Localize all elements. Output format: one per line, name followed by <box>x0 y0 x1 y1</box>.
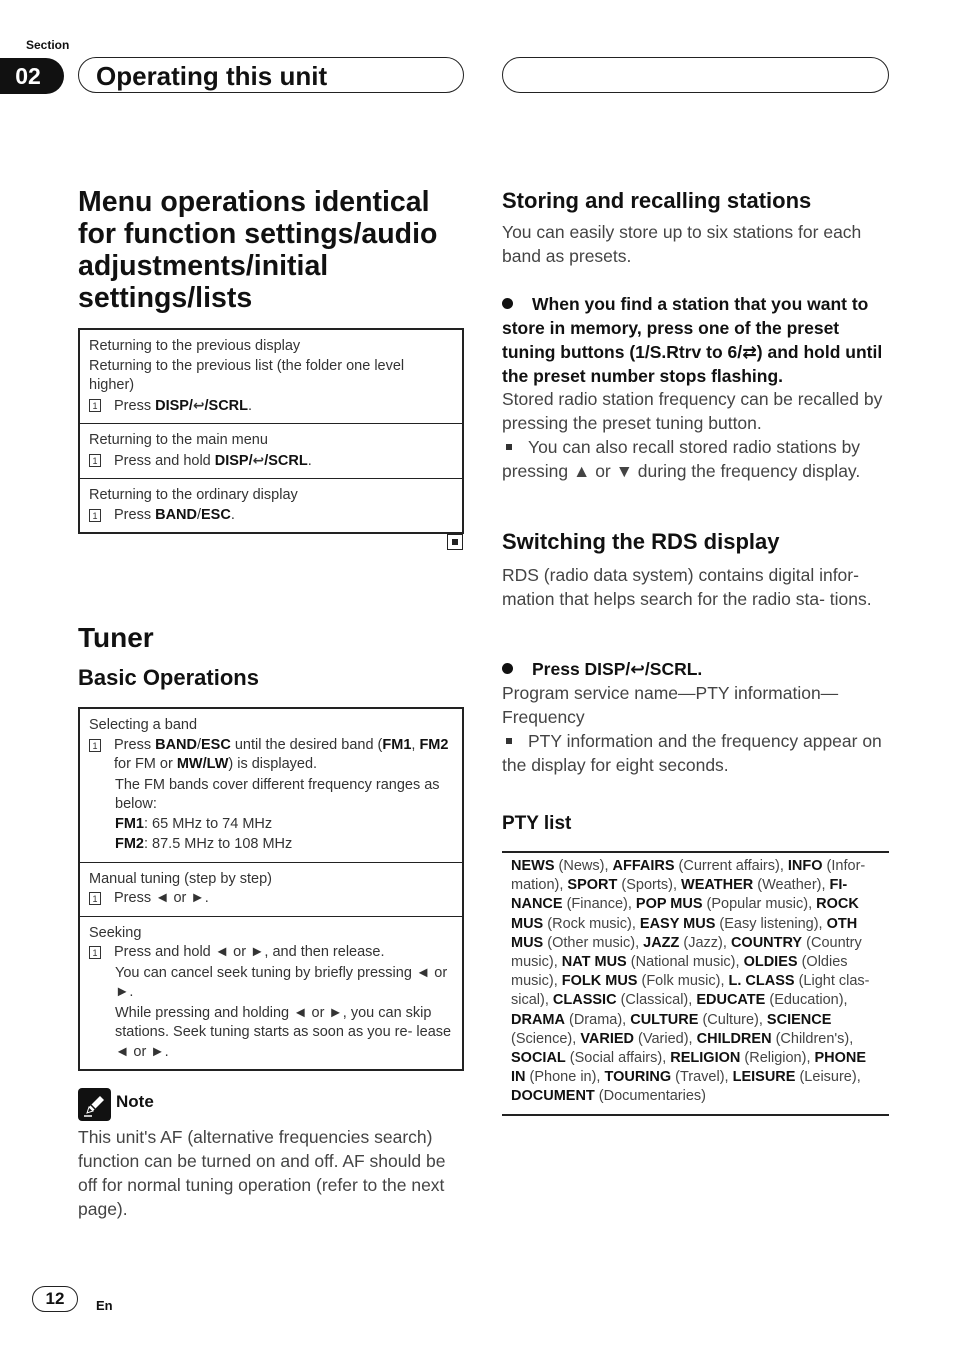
storing-intro: You can easily store up to six stations for each band as presets. <box>502 222 862 266</box>
pty-description: (Sports), <box>617 877 682 894</box>
pty-code: POP MUS <box>635 896 703 913</box>
pty-code: EDUCATE <box>696 992 766 1009</box>
pty-description: (Leisure), <box>795 1069 861 1086</box>
step: 1 Press and hold ◄ or ►, and then release. <box>89 943 453 963</box>
scrl-key: /SCRL <box>204 397 249 414</box>
pty-code: CHILDREN <box>696 1030 772 1047</box>
tuner-heading: Tuner <box>78 622 154 653</box>
section-label: Section <box>26 38 70 52</box>
return-icon: ↩ <box>252 452 265 468</box>
basic-operations-heading: Basic Operations <box>78 665 259 690</box>
pty-code: NAT MUS <box>561 954 627 971</box>
pty-description: (Phone in), <box>525 1069 605 1086</box>
step-number: 1 <box>89 509 101 522</box>
pty-code: CULTURE <box>630 1011 699 1028</box>
esc-key: ESC <box>201 506 231 523</box>
pty-code: LEISURE <box>732 1069 796 1086</box>
step-number: 1 <box>89 946 101 959</box>
rds-bullet: Press DISP/↩/SCRL. <box>502 657 889 681</box>
pty-code: WEATHER <box>681 877 754 894</box>
pty-list-heading: PTY list <box>502 813 572 834</box>
table-row <box>80 479 462 532</box>
disp-key: DISP/ <box>214 452 253 469</box>
pty-description: (Infor- mation), <box>511 858 866 894</box>
row-label: Selecting a band <box>89 717 198 733</box>
pty-code: DRAMA <box>511 1011 565 1028</box>
section-number-badge: 02 <box>0 58 64 94</box>
pty-code: ROCK MUS <box>511 896 859 932</box>
pty-description: (Country music), <box>511 934 862 971</box>
pty-code: DOCUMENT <box>511 1088 595 1105</box>
pty-description: (Social affairs), <box>565 1050 671 1067</box>
pty-code: L. CLASS <box>728 973 795 990</box>
table-row <box>80 917 462 1070</box>
pty-description: (Easy listening), <box>715 915 827 932</box>
pty-code: PHONE IN <box>511 1050 867 1086</box>
pty-description: (Oldies music), <box>511 954 848 990</box>
pty-code: EASY MUS <box>639 915 716 932</box>
pty-description: (Documentaries) <box>594 1088 706 1105</box>
pty-description: (Religion), <box>740 1050 815 1067</box>
step-number: 1 <box>89 399 101 412</box>
band-note: The FM bands cover different frequency ranges as below: <box>115 776 440 812</box>
rds-heading: Switching the RDS display <box>502 529 780 554</box>
pty-code: NEWS <box>511 858 555 874</box>
table-row <box>80 709 462 863</box>
pty-code: CLASSIC <box>552 992 617 1009</box>
step: 1 Press BAND/ESC until the desired band (FM1, FM2 for FM or MW/LW) is displayed. <box>89 736 453 775</box>
rds-tip: PTY information and the frequency appear on the display for eight seconds. <box>502 731 882 775</box>
language-label: En <box>96 1298 113 1313</box>
return-icon: ↩ <box>192 397 205 413</box>
pty-code: TOURING <box>604 1069 672 1086</box>
note-pencil-icon <box>78 1088 111 1121</box>
pty-description: (Culture), <box>698 1011 767 1028</box>
pty-description: (National music), <box>626 954 744 971</box>
pty-description: (Children's), <box>771 1030 854 1047</box>
pty-description: (Varied), <box>634 1030 697 1047</box>
header-blank-frame <box>502 57 889 93</box>
pty-description: (Drama), <box>564 1011 631 1028</box>
pty-code: SPORT <box>567 877 618 894</box>
tip-bullet-icon <box>506 738 512 744</box>
bullet-icon <box>502 663 513 674</box>
band-key: BAND <box>155 506 197 523</box>
seek-note: While pressing and holding ◄ or ►, you can skip stations. Seek tuning starts as soon as you re- lease ◄ or ►. <box>115 1004 452 1060</box>
repeat-icon: ⇄ <box>742 342 757 362</box>
table-row <box>80 330 462 424</box>
rds-intro: RDS (radio data system) contains digital infor- mation that helps search for the radio sta- tions. <box>502 565 872 609</box>
note-text: This unit's AF (alternative frequencies search) function can be turned on and off. AF should be off for normal tuning operation (refer to the next page). <box>78 1127 446 1219</box>
fm2-range: FM2: 87.5 MHz to 108 MHz <box>115 836 293 852</box>
pty-description: (Science), <box>511 1030 581 1047</box>
storing-heading: Storing and recalling stations <box>502 188 812 213</box>
pty-code: SCIENCE <box>766 1011 832 1028</box>
pty-code: FI- NANCE <box>511 877 848 913</box>
pty-code: OLDIES <box>743 954 798 971</box>
storing-body: Stored radio station frequency can be recalled by pressing the preset tuning button. <box>502 389 883 433</box>
menu-operations-table <box>78 328 464 534</box>
step: 1 Press ◄ or ►. <box>89 889 453 909</box>
return-icon: ↩ <box>630 659 645 679</box>
row-label: Returning to the previous display <box>89 338 301 354</box>
pty-code: INFO <box>787 858 823 874</box>
end-of-section-icon <box>447 534 463 550</box>
pty-description: (Light clas- sical), <box>511 973 870 1009</box>
storing-bullet: When you find a station that you want to store in memory, press one of the preset tuning buttons (1/S.Rtrv to 6/⇄) and hold until the preset number stops flashing. <box>502 294 883 386</box>
pty-description: (Folk music), <box>637 973 729 990</box>
fm1-range: FM1: 65 MHz to 74 MHz <box>115 815 273 832</box>
storing-tip: You can also recall stored radio stations by pressing ▲ or ▼ during the frequency display. <box>502 437 861 481</box>
step: 1 Press DISP/↩/SCRL. <box>89 396 453 417</box>
pty-description: (Popular music), <box>702 896 817 913</box>
pty-description: (News), <box>554 858 613 874</box>
pty-code: AFFAIRS <box>612 858 675 874</box>
row-label: Returning to the main menu <box>89 432 268 448</box>
pty-code: COUNTRY <box>730 934 803 951</box>
seek-note: You can cancel seek tuning by briefly pressing ◄ or ►. <box>115 964 448 1000</box>
pty-code: OTH MUS <box>511 915 858 951</box>
pty-description: (Finance), <box>562 896 636 913</box>
pty-description: (Classical), <box>616 992 697 1009</box>
pty-description: (Other music), <box>543 934 644 951</box>
pty-code: SOCIAL <box>511 1050 566 1067</box>
scrl-key: /SCRL <box>264 452 308 469</box>
pty-description: (Travel), <box>671 1069 733 1086</box>
rds-body: Program service name—PTY information—Frequency <box>502 683 839 727</box>
bullet-icon <box>502 298 513 309</box>
step-number: 1 <box>89 739 101 752</box>
basic-operations-table <box>78 707 464 1071</box>
pty-code: JAZZ <box>643 934 680 951</box>
row-label: Seeking <box>89 924 142 941</box>
page-number: 12 <box>32 1286 78 1312</box>
pty-code: VARIED <box>580 1030 635 1047</box>
step: 1 Press BAND/ESC. <box>89 506 453 526</box>
table-row <box>80 863 462 917</box>
row-label: Returning to the previous list (the folder one level higher) <box>89 357 405 393</box>
note-label: Note <box>116 1092 154 1111</box>
pty-list <box>502 851 889 1116</box>
pty-description: (Rock music), <box>543 915 640 932</box>
step-number: 1 <box>89 892 101 905</box>
pty-description: (Education), <box>765 992 848 1009</box>
table-row <box>80 424 462 479</box>
step: 1 Press and hold DISP/↩/SCRL. <box>89 451 453 472</box>
step-number: 1 <box>89 454 101 467</box>
row-label: Returning to the ordinary display <box>89 487 298 503</box>
disp-key: DISP/ <box>155 397 193 414</box>
pty-code: FOLK MUS <box>561 973 638 990</box>
tip-bullet-icon <box>506 444 512 450</box>
menu-operations-heading: Menu operations identical for function settings/audio adjustments/initial settings/lists <box>78 186 438 314</box>
pty-description: (Current affairs), <box>674 858 788 874</box>
page-title: Operating this unit <box>96 61 328 91</box>
pty-description: (Jazz), <box>679 934 731 951</box>
pty-description: (Weather), <box>753 877 830 894</box>
pty-code: RELIGION <box>670 1050 741 1067</box>
row-label: Manual tuning (step by step) <box>89 870 272 887</box>
